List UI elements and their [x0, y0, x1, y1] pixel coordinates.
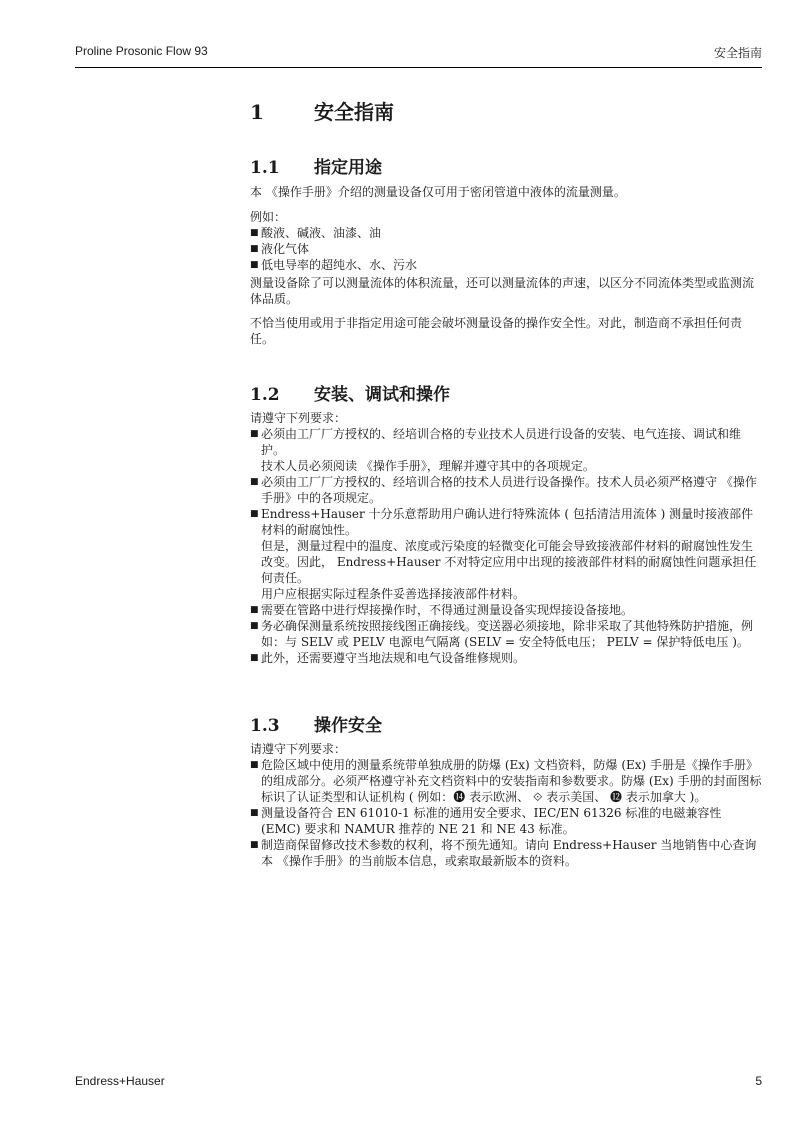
section-title: 安装、调试和操作 — [314, 385, 450, 405]
page-number: 5 — [755, 1074, 762, 1088]
list-item: ■ 低电导率的超纯水、水、污水 — [250, 257, 762, 273]
section-title: 操作安全 — [314, 716, 382, 736]
list-lead: 请遵守下列要求： — [250, 411, 347, 425]
section-heading-1-2 — [250, 380, 450, 405]
list-item — [250, 602, 762, 618]
footer-brand: Endress+Hauser — [75, 1074, 165, 1088]
chapter-number: 1 — [250, 100, 264, 124]
paragraph: 不恰当使用或用于非指定用途可能会破坏测量设备的操作安全性。对此，制造商不承担任何责任。 — [250, 316, 743, 346]
section-number: 1.2 — [250, 385, 280, 405]
section-heading-1-3 — [250, 711, 382, 736]
list-item: ■ 制造商保留修改技术参数的权利，将不预先通知。请向 Endress+Hauser 当地销售中心查询本 《操作手册》的当前版本信息，或索取最新版本的资料。 — [250, 837, 762, 869]
list-item: ■ 液化气体 — [250, 241, 762, 257]
list-item — [250, 506, 762, 602]
list-item — [250, 426, 762, 474]
section-number: 1.3 — [250, 716, 280, 736]
item-subtext: 技术人员必须阅读 《操作手册》，理解并遵守其中的各项规定。 — [261, 459, 595, 473]
paragraph: 测量设备除了可以测量流体的体积流量，还可以测量流体的声速，以区分不同流体类型或监测流体品质。 — [250, 276, 755, 306]
list-item — [250, 618, 762, 650]
item-text: 必须由工厂厂方授权的、经培训合格的技术人员进行设备操作。技术人员必须严格遵守 《操作手册》中的各项规定。 — [261, 475, 757, 505]
safety-list — [250, 757, 762, 869]
item-text: 务必确保测量系统按照接线图正确接线。变送器必须接地，除非采取了其他特殊防护措施，例如：与 SELV 或 PELV 电源电气隔离 (SELV = 安全特低电压； PELV = 保护特低电压 )。 — [261, 619, 754, 649]
item-text: 必须由工厂厂方授权的、经培训合格的专业技术人员进行设备的安装、电气连接、调试和维护。 — [261, 427, 742, 457]
list-item: ■ 危险区域中使用的测量系统带单独成册的防爆 (Ex) 文档资料，防爆 (Ex) 手册是《操作手册》的组成部分。必须严格遵守补充文档资料中的安装指南和参数要求。防爆 (Ex) 手册的封面图标标识了认证类型和认证机构 ( 例如：⓮ 表示欧洲、 ⟐ 表示美国、 ⓬ 表示加拿大 )。 — [250, 757, 762, 805]
header-section: 安全指南 — [713, 46, 762, 60]
header-rule — [75, 67, 762, 68]
list-item: ■ 测量设备符合 EN 61010-1 标准的通用安全要求、IEC/EN 61326 标准的电磁兼容性 (EMC) 要求和 NAMUR 推荐的 NE 21 和 NE 43 标准。 — [250, 805, 762, 837]
example-label: 例如： — [250, 210, 287, 224]
list-item — [250, 474, 762, 506]
example-list — [250, 225, 762, 273]
chapter-heading — [250, 96, 394, 125]
chapter-title: 安全指南 — [314, 100, 394, 124]
item-text: 此外，还需要遵守当地法规和电气设备维修规则。 — [261, 651, 526, 665]
list-lead: 请遵守下列要求： — [250, 742, 347, 756]
item-subtext: 但是，测量过程中的温度、浓度或污染度的轻微变化可能会导致接液部件材料的耐腐蚀性发生改变。因此， Endress+Hauser 不对特定应用中出现的接液部件材料的耐腐蚀性问题承担任何责任。 — [261, 539, 757, 585]
section-heading-1-1 — [250, 153, 382, 178]
paragraph: 本 《操作手册》介绍的测量设备仅可用于密闭管道中液体的流量测量。 — [250, 185, 626, 199]
item-text: 需要在管路中进行焊接操作时，不得通过测量设备实现焊接设备接地。 — [261, 603, 634, 617]
list-item: ■ 酸液、碱液、油漆、油 — [250, 225, 762, 241]
requirements-list — [250, 426, 762, 666]
header-product: Proline Prosonic Flow 93 — [75, 44, 208, 58]
item-text: Endress+Hauser 十分乐意帮助用户确认进行特殊流体 ( 包括清洁用流体 ) 测量时接液部件材料的耐腐蚀性。 — [261, 507, 754, 537]
list-item — [250, 650, 762, 666]
section-title: 指定用途 — [314, 158, 382, 178]
section-number: 1.1 — [250, 158, 280, 178]
item-subtext: 用户应根据实际过程条件妥善选择接液部件材料。 — [261, 587, 526, 601]
